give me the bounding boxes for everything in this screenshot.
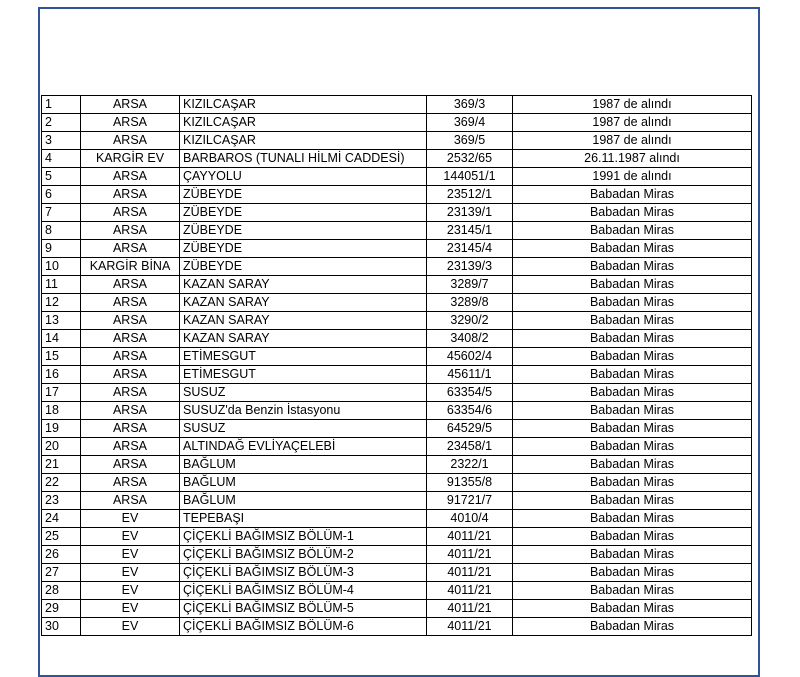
parcel-number-cell: 23145/4 <box>427 240 513 258</box>
table-row <box>42 618 752 636</box>
acquisition-note-cell: Babadan Miras <box>513 528 752 546</box>
acquisition-note-cell: Babadan Miras <box>513 402 752 420</box>
location-cell: ÇİÇEKLİ BAĞIMSIZ BÖLÜM-5 <box>180 600 427 618</box>
property-type-cell: EV <box>81 564 180 582</box>
property-type-cell: ARSA <box>81 402 180 420</box>
location-cell: ÇİÇEKLİ BAĞIMSIZ BÖLÜM-1 <box>180 528 427 546</box>
row-number-cell: 15 <box>42 348 81 366</box>
row-number-cell: 17 <box>42 384 81 402</box>
parcel-number-cell: 4011/21 <box>427 546 513 564</box>
property-type-cell: ARSA <box>81 204 180 222</box>
property-type-cell: ARSA <box>81 384 180 402</box>
row-number-cell: 20 <box>42 438 81 456</box>
location-cell: KIZILCAŞAR <box>180 96 427 114</box>
property-type-cell: ARSA <box>81 132 180 150</box>
acquisition-note-cell: 1991 de alındı <box>513 168 752 186</box>
acquisition-note-cell: Babadan Miras <box>513 456 752 474</box>
row-number-cell: 22 <box>42 474 81 492</box>
acquisition-note-cell: Babadan Miras <box>513 420 752 438</box>
property-type-cell: ARSA <box>81 456 180 474</box>
table-row <box>42 438 752 456</box>
location-cell: KAZAN SARAY <box>180 294 427 312</box>
parcel-number-cell: 3289/8 <box>427 294 513 312</box>
property-type-cell: EV <box>81 618 180 636</box>
parcel-number-cell: 64529/5 <box>427 420 513 438</box>
location-cell: ALTINDAĞ EVLİYAÇELEBİ <box>180 438 427 456</box>
acquisition-note-cell: 1987 de alındı <box>513 132 752 150</box>
location-cell: KAZAN SARAY <box>180 312 427 330</box>
property-type-cell: ARSA <box>81 240 180 258</box>
table-body <box>42 96 752 636</box>
location-cell: SUSUZ <box>180 384 427 402</box>
parcel-number-cell: 2532/65 <box>427 150 513 168</box>
location-cell: SUSUZ'da Benzin İstasyonu <box>180 402 427 420</box>
parcel-number-cell: 63354/5 <box>427 384 513 402</box>
property-type-cell: KARGİR BİNA <box>81 258 180 276</box>
row-number-cell: 6 <box>42 186 81 204</box>
parcel-number-cell: 4011/21 <box>427 582 513 600</box>
row-number-cell: 24 <box>42 510 81 528</box>
property-type-cell: ARSA <box>81 438 180 456</box>
parcel-number-cell: 23139/1 <box>427 204 513 222</box>
acquisition-note-cell: Babadan Miras <box>513 186 752 204</box>
row-number-cell: 18 <box>42 402 81 420</box>
row-number-cell: 23 <box>42 492 81 510</box>
acquisition-note-cell: Babadan Miras <box>513 492 752 510</box>
parcel-number-cell: 369/5 <box>427 132 513 150</box>
location-cell: SUSUZ <box>180 420 427 438</box>
parcel-number-cell: 369/3 <box>427 96 513 114</box>
acquisition-note-cell: Babadan Miras <box>513 366 752 384</box>
table-row <box>42 150 752 168</box>
row-number-cell: 12 <box>42 294 81 312</box>
property-type-cell: ARSA <box>81 222 180 240</box>
row-number-cell: 1 <box>42 96 81 114</box>
location-cell: ZÜBEYDE <box>180 186 427 204</box>
location-cell: BAĞLUM <box>180 492 427 510</box>
table-row <box>42 168 752 186</box>
acquisition-note-cell: Babadan Miras <box>513 330 752 348</box>
parcel-number-cell: 63354/6 <box>427 402 513 420</box>
row-number-cell: 10 <box>42 258 81 276</box>
table-row <box>42 510 752 528</box>
property-type-cell: ARSA <box>81 276 180 294</box>
acquisition-note-cell: Babadan Miras <box>513 258 752 276</box>
table-row <box>42 546 752 564</box>
property-type-cell: ARSA <box>81 474 180 492</box>
table-row <box>42 474 752 492</box>
location-cell: ÇİÇEKLİ BAĞIMSIZ BÖLÜM-3 <box>180 564 427 582</box>
property-type-cell: EV <box>81 510 180 528</box>
location-cell: KAZAN SARAY <box>180 276 427 294</box>
row-number-cell: 13 <box>42 312 81 330</box>
row-number-cell: 11 <box>42 276 81 294</box>
row-number-cell: 5 <box>42 168 81 186</box>
parcel-number-cell: 3289/7 <box>427 276 513 294</box>
table-row <box>42 528 752 546</box>
property-type-cell: EV <box>81 600 180 618</box>
row-number-cell: 30 <box>42 618 81 636</box>
property-type-cell: ARSA <box>81 366 180 384</box>
parcel-number-cell: 23512/1 <box>427 186 513 204</box>
row-number-cell: 16 <box>42 366 81 384</box>
table-row <box>42 564 752 582</box>
property-type-cell: ARSA <box>81 96 180 114</box>
location-cell: BAĞLUM <box>180 456 427 474</box>
location-cell: ETİMESGUT <box>180 366 427 384</box>
acquisition-note-cell: Babadan Miras <box>513 600 752 618</box>
parcel-number-cell: 45602/4 <box>427 348 513 366</box>
location-cell: ÇİÇEKLİ BAĞIMSIZ BÖLÜM-4 <box>180 582 427 600</box>
row-number-cell: 2 <box>42 114 81 132</box>
parcel-number-cell: 91721/7 <box>427 492 513 510</box>
location-cell: KAZAN SARAY <box>180 330 427 348</box>
table-row <box>42 420 752 438</box>
row-number-cell: 29 <box>42 600 81 618</box>
location-cell: BAĞLUM <box>180 474 427 492</box>
row-number-cell: 21 <box>42 456 81 474</box>
parcel-number-cell: 4011/21 <box>427 528 513 546</box>
location-cell: ZÜBEYDE <box>180 204 427 222</box>
acquisition-note-cell: 1987 de alındı <box>513 114 752 132</box>
location-cell: KIZILCAŞAR <box>180 132 427 150</box>
parcel-number-cell: 369/4 <box>427 114 513 132</box>
table-row <box>42 402 752 420</box>
parcel-number-cell: 4010/4 <box>427 510 513 528</box>
parcel-number-cell: 23145/1 <box>427 222 513 240</box>
table-row <box>42 294 752 312</box>
acquisition-note-cell: 1987 de alındı <box>513 96 752 114</box>
location-cell: ETİMESGUT <box>180 348 427 366</box>
acquisition-note-cell: Babadan Miras <box>513 618 752 636</box>
property-type-cell: EV <box>81 528 180 546</box>
parcel-number-cell: 91355/8 <box>427 474 513 492</box>
acquisition-note-cell: Babadan Miras <box>513 384 752 402</box>
table-row <box>42 366 752 384</box>
acquisition-note-cell: Babadan Miras <box>513 204 752 222</box>
parcel-number-cell: 3290/2 <box>427 312 513 330</box>
row-number-cell: 4 <box>42 150 81 168</box>
property-type-cell: KARGİR EV <box>81 150 180 168</box>
table-row <box>42 456 752 474</box>
property-type-cell: ARSA <box>81 312 180 330</box>
row-number-cell: 14 <box>42 330 81 348</box>
table-row <box>42 348 752 366</box>
location-cell: ZÜBEYDE <box>180 258 427 276</box>
acquisition-note-cell: Babadan Miras <box>513 510 752 528</box>
parcel-number-cell: 2322/1 <box>427 456 513 474</box>
table-row <box>42 600 752 618</box>
table-row <box>42 330 752 348</box>
table-row <box>42 312 752 330</box>
parcel-number-cell: 23458/1 <box>427 438 513 456</box>
property-type-cell: EV <box>81 582 180 600</box>
location-cell: BARBAROS (TUNALI HİLMİ CADDESİ) <box>180 150 427 168</box>
acquisition-note-cell: Babadan Miras <box>513 546 752 564</box>
row-number-cell: 9 <box>42 240 81 258</box>
table-row <box>42 114 752 132</box>
acquisition-note-cell: Babadan Miras <box>513 438 752 456</box>
property-type-cell: ARSA <box>81 420 180 438</box>
acquisition-note-cell: Babadan Miras <box>513 240 752 258</box>
acquisition-note-cell: Babadan Miras <box>513 312 752 330</box>
acquisition-note-cell: Babadan Miras <box>513 276 752 294</box>
row-number-cell: 28 <box>42 582 81 600</box>
table-row <box>42 222 752 240</box>
table-row <box>42 132 752 150</box>
acquisition-note-cell: Babadan Miras <box>513 294 752 312</box>
parcel-number-cell: 4011/21 <box>427 600 513 618</box>
location-cell: ÇİÇEKLİ BAĞIMSIZ BÖLÜM-2 <box>180 546 427 564</box>
row-number-cell: 19 <box>42 420 81 438</box>
row-number-cell: 25 <box>42 528 81 546</box>
property-table <box>41 95 752 636</box>
property-type-cell: ARSA <box>81 294 180 312</box>
acquisition-note-cell: Babadan Miras <box>513 564 752 582</box>
acquisition-note-cell: 26.11.1987 alındı <box>513 150 752 168</box>
table-row <box>42 240 752 258</box>
location-cell: TEPEBAŞI <box>180 510 427 528</box>
table-row <box>42 258 752 276</box>
table-row <box>42 204 752 222</box>
property-type-cell: ARSA <box>81 492 180 510</box>
location-cell: KIZILCAŞAR <box>180 114 427 132</box>
property-type-cell: EV <box>81 546 180 564</box>
property-type-cell: ARSA <box>81 330 180 348</box>
row-number-cell: 8 <box>42 222 81 240</box>
parcel-number-cell: 3408/2 <box>427 330 513 348</box>
parcel-number-cell: 144051/1 <box>427 168 513 186</box>
table-row <box>42 96 752 114</box>
property-type-cell: ARSA <box>81 186 180 204</box>
property-type-cell: ARSA <box>81 114 180 132</box>
table-row <box>42 582 752 600</box>
row-number-cell: 7 <box>42 204 81 222</box>
location-cell: ZÜBEYDE <box>180 240 427 258</box>
location-cell: ZÜBEYDE <box>180 222 427 240</box>
acquisition-note-cell: Babadan Miras <box>513 582 752 600</box>
acquisition-note-cell: Babadan Miras <box>513 348 752 366</box>
row-number-cell: 3 <box>42 132 81 150</box>
location-cell: ÇİÇEKLİ BAĞIMSIZ BÖLÜM-6 <box>180 618 427 636</box>
table-row <box>42 276 752 294</box>
parcel-number-cell: 4011/21 <box>427 564 513 582</box>
location-cell: ÇAYYOLU <box>180 168 427 186</box>
table-row <box>42 186 752 204</box>
table-row <box>42 384 752 402</box>
row-number-cell: 26 <box>42 546 81 564</box>
property-type-cell: ARSA <box>81 348 180 366</box>
row-number-cell: 27 <box>42 564 81 582</box>
parcel-number-cell: 4011/21 <box>427 618 513 636</box>
property-type-cell: ARSA <box>81 168 180 186</box>
acquisition-note-cell: Babadan Miras <box>513 474 752 492</box>
acquisition-note-cell: Babadan Miras <box>513 222 752 240</box>
parcel-number-cell: 45611/1 <box>427 366 513 384</box>
parcel-number-cell: 23139/3 <box>427 258 513 276</box>
table-row <box>42 492 752 510</box>
